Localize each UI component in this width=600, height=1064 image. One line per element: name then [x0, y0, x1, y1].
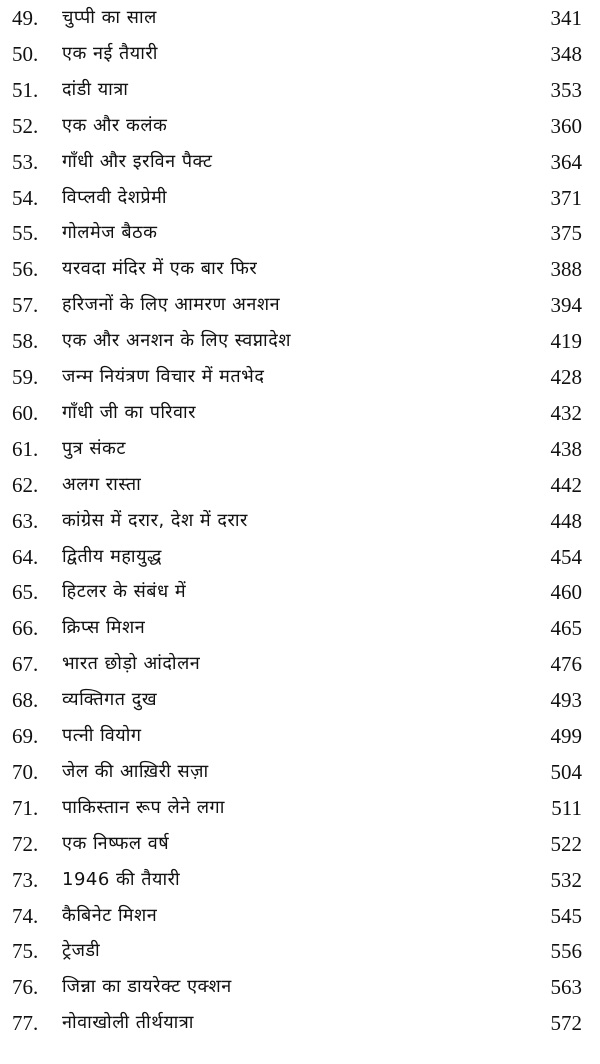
toc-entry — [0, 359, 600, 395]
toc-entry — [0, 610, 600, 646]
toc-entry — [0, 646, 600, 682]
page-number: 442 — [550, 472, 582, 497]
chapter-number: 71. — [12, 795, 39, 820]
page-number: 432 — [550, 400, 582, 425]
chapter-title: एक निष्फल वर्ष — [62, 832, 170, 854]
toc-entry — [0, 144, 600, 180]
chapter-number: 70. — [12, 759, 39, 784]
toc-entry — [0, 933, 600, 969]
chapter-number: 72. — [12, 831, 39, 856]
chapter-number: 62. — [12, 472, 39, 497]
page-number: 394 — [550, 293, 582, 318]
page-number: 545 — [550, 903, 582, 928]
toc-entry — [0, 718, 600, 754]
chapter-title: चुप्पी का साल — [62, 7, 157, 28]
chapter-title: कांग्रेस में दरार, देश में दरार — [62, 509, 248, 531]
page-number: 375 — [550, 221, 582, 246]
toc-entry — [0, 539, 600, 575]
chapter-title: जेल की आख़िरी सज़ा — [62, 760, 209, 782]
toc-entry — [0, 969, 600, 1005]
chapter-title: हरिजनों के लिए आमरण अनशन — [62, 294, 281, 316]
toc-entry — [0, 754, 600, 790]
page-number: 360 — [550, 113, 582, 138]
page-number: 504 — [550, 759, 582, 784]
chapter-number: 73. — [12, 867, 39, 892]
chapter-title: गाँधी और इरविन पैक्ट — [62, 150, 213, 172]
page-number: 556 — [550, 939, 582, 964]
toc-entry — [0, 0, 600, 36]
page-number: 572 — [550, 1011, 582, 1036]
page-number: 438 — [550, 436, 582, 461]
page-number: 388 — [550, 257, 582, 282]
page-number: 563 — [550, 975, 582, 1000]
chapter-title: व्यक्तिगत दुख — [62, 689, 158, 711]
chapter-number: 51. — [12, 77, 39, 102]
chapter-title: विप्लवी देशप्रेमी — [62, 186, 168, 208]
chapter-number: 66. — [12, 616, 39, 641]
chapter-number: 69. — [12, 724, 39, 748]
chapter-number: 76. — [12, 975, 39, 1000]
chapter-title: 1946 की तैयारी — [62, 868, 181, 890]
page-number: 419 — [550, 329, 582, 354]
chapter-title: एक नई तैयारी — [62, 42, 158, 64]
toc-entry — [0, 431, 600, 467]
chapter-title: भारत छोड़ो आंदोलन — [62, 653, 201, 675]
page-number: 348 — [550, 41, 582, 66]
toc-entry — [0, 36, 600, 72]
toc-entry — [0, 503, 600, 539]
chapter-number: 75. — [12, 939, 39, 964]
page-number: 353 — [550, 77, 582, 102]
page-number: 493 — [550, 688, 582, 713]
chapter-title: पुत्र संकट — [62, 437, 126, 459]
page-number: 364 — [550, 149, 582, 174]
chapter-number: 49. — [12, 6, 39, 30]
page-number: 511 — [551, 795, 582, 820]
chapter-title: पत्नी वियोग — [62, 725, 142, 746]
toc-entry — [0, 898, 600, 934]
toc-entry — [0, 467, 600, 503]
chapter-number: 63. — [12, 508, 39, 533]
chapter-number: 58. — [12, 329, 39, 354]
toc-entry — [0, 215, 600, 251]
page-number: 454 — [550, 544, 582, 569]
chapter-number: 74. — [12, 903, 39, 928]
page-number: 448 — [550, 508, 582, 533]
chapter-number: 59. — [12, 365, 39, 389]
chapter-number: 77. — [12, 1011, 39, 1036]
chapter-number: 56. — [12, 257, 39, 282]
toc-entry — [0, 251, 600, 287]
chapter-number: 52. — [12, 113, 39, 138]
chapter-title: गोलमेज बैठक — [62, 222, 158, 244]
chapter-title: पाकिस्तान रूप लेने लगा — [62, 796, 225, 818]
chapter-number: 50. — [12, 41, 39, 66]
chapter-title: दांडी यात्रा — [62, 78, 129, 100]
toc-entry — [0, 287, 600, 323]
page-number: 532 — [550, 867, 582, 892]
page-number: 341 — [550, 6, 582, 30]
chapter-number: 53. — [12, 149, 39, 174]
toc-entry — [0, 826, 600, 862]
toc-entry — [0, 395, 600, 431]
chapter-title: गाँधी जी का परिवार — [62, 401, 196, 423]
chapter-number: 55. — [12, 221, 39, 246]
chapter-number: 65. — [12, 580, 39, 605]
chapter-title: कैबिनेट मिशन — [62, 904, 158, 926]
page-number: 465 — [550, 616, 582, 641]
chapter-title: एक और कलंक — [62, 114, 168, 136]
chapter-title: यरवदा मंदिर में एक बार फिर — [62, 258, 258, 280]
chapter-title: क्रिप्स मिशन — [62, 617, 146, 639]
chapter-title: नोवाखोली तीर्थयात्रा — [62, 1012, 194, 1034]
chapter-number: 57. — [12, 293, 39, 318]
toc-entry — [0, 180, 600, 216]
toc-entry — [0, 323, 600, 359]
toc-entry — [0, 72, 600, 108]
chapter-title: द्वितीय महायुद्ध — [62, 545, 162, 567]
chapter-number: 61. — [12, 436, 39, 461]
chapter-title: जन्म नियंत्रण विचार में मतभेद — [62, 366, 265, 387]
toc-entry — [0, 574, 600, 610]
chapter-title: हिटलर के संबंध में — [62, 581, 187, 603]
chapter-number: 68. — [12, 688, 39, 713]
chapter-title: एक और अनशन के लिए स्वप्नादेश — [62, 330, 291, 352]
chapter-number: 64. — [12, 544, 39, 569]
chapter-title: अलग रास्ता — [62, 473, 142, 495]
toc-entry — [0, 790, 600, 826]
page-number: 522 — [550, 831, 582, 856]
toc-entry — [0, 108, 600, 144]
toc-entry — [0, 682, 600, 718]
page-number: 371 — [550, 185, 582, 210]
chapter-number: 67. — [12, 652, 39, 677]
page-number: 499 — [550, 724, 582, 748]
chapter-number: 54. — [12, 185, 39, 210]
chapter-title: जिन्ना का डायरेक्ट एक्शन — [62, 976, 232, 998]
page-number: 460 — [550, 580, 582, 605]
toc-entry — [0, 1005, 600, 1041]
chapter-number: 60. — [12, 400, 39, 425]
page-number: 476 — [550, 652, 582, 677]
page-number: 428 — [550, 365, 582, 389]
chapter-title: ट्रेजडी — [62, 940, 101, 962]
toc-entry — [0, 862, 600, 898]
